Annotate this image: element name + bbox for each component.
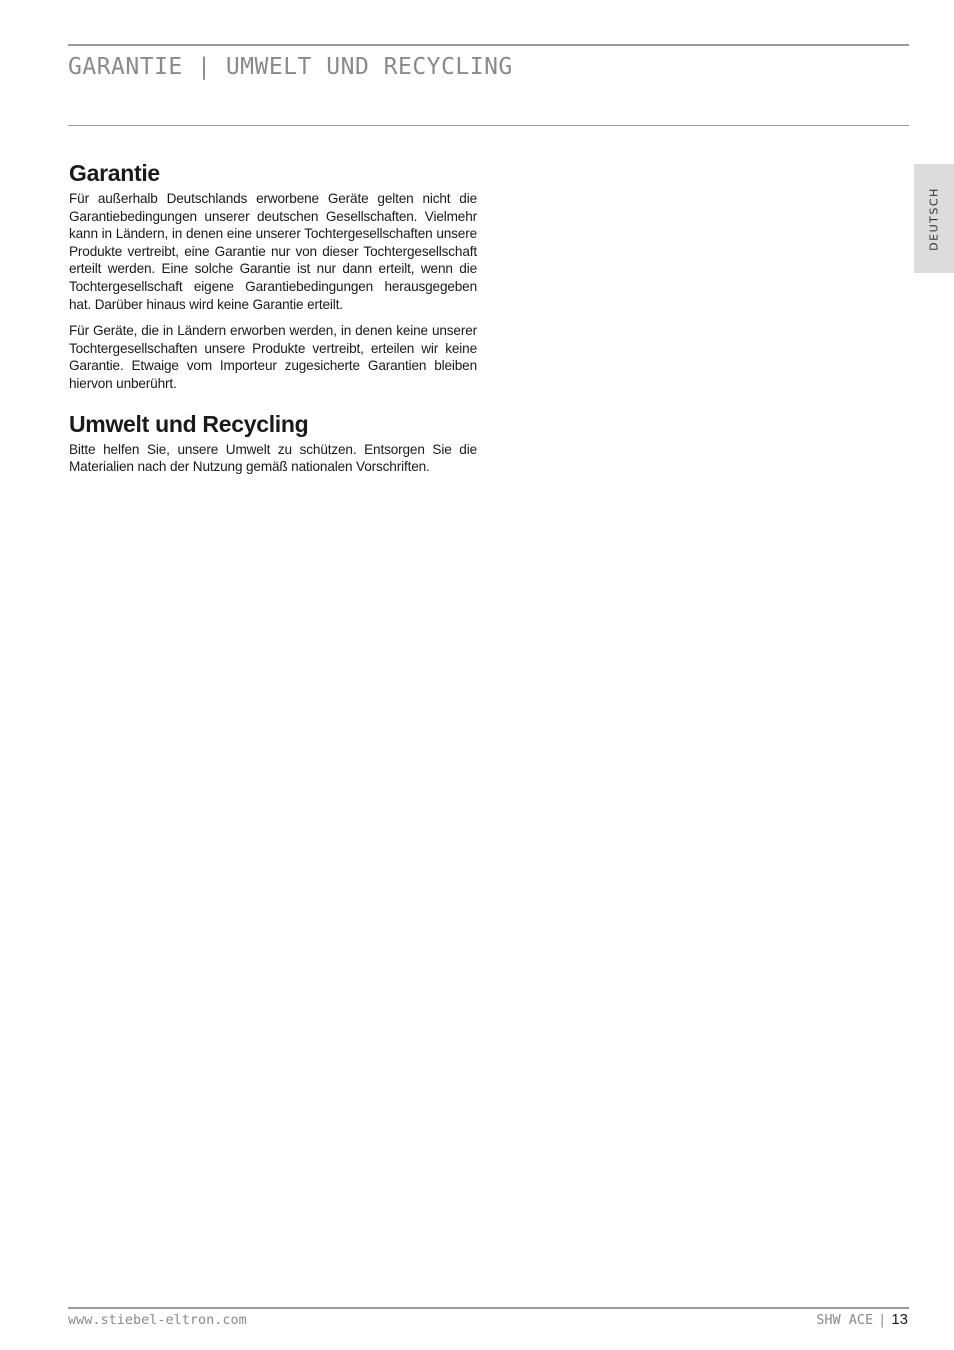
section-umwelt-recycling (69, 409, 477, 476)
language-tab-label: DEUTSCH (927, 186, 941, 251)
section-garantie (69, 158, 477, 393)
paragraph-garantie-1: Für außerhalb Deutschlands erworbene Geräte gelten nicht die Garantiebedingungen unserer deutschen Gesellschaften. Vielmehr kann in Ländern, in denen eine unserer Tochtergesellschaften unsere Produkte vertreibt, eine Garantie nur von dieser Tochtergesellschaft erteilt werden. Eine solche Garantie ist nur dann erteilt, wenn die Tochtergesellschaft eigene Garantiebedingungen herausgegeben hat. Darüber hinaus wird keine Garantie erteilt. (69, 191, 477, 312)
main-content (69, 158, 477, 485)
footer-rule (68, 1307, 909, 1309)
footer-website-link[interactable]: www.stiebel-eltron.com (68, 1312, 247, 1328)
header-top-rule (68, 44, 909, 46)
header-bottom-rule (68, 125, 909, 126)
section-heading-umwelt: Umwelt und Recycling (69, 410, 309, 437)
section-heading-garantie: Garantie (69, 160, 160, 186)
footer-page-number: 13 (891, 1311, 908, 1328)
paragraph-garantie-2: Für Geräte, die in Ländern erworben werden, in denen keine unserer Tochtergesellschaften unsere Produkte vertreibt, erteilen wir keine Garantie. Etwaige vom Importeur zugesicherte Garantien bleiben hiervon unberührt. (69, 323, 477, 391)
footer-page-info (816, 1311, 908, 1328)
paragraph-umwelt-1: Bitte helfen Sie, unsere Umwelt zu schützen. Entsorgen Sie die Materialien nach der Nutzung gemäß nationalen Vorschriften. (69, 441, 477, 475)
footer-product-name: SHW ACE (816, 1312, 874, 1328)
page-header-title: GARANTIE | UMWELT UND RECYCLING (68, 54, 513, 80)
language-tab[interactable] (914, 164, 954, 273)
footer-separator: | (878, 1312, 887, 1328)
